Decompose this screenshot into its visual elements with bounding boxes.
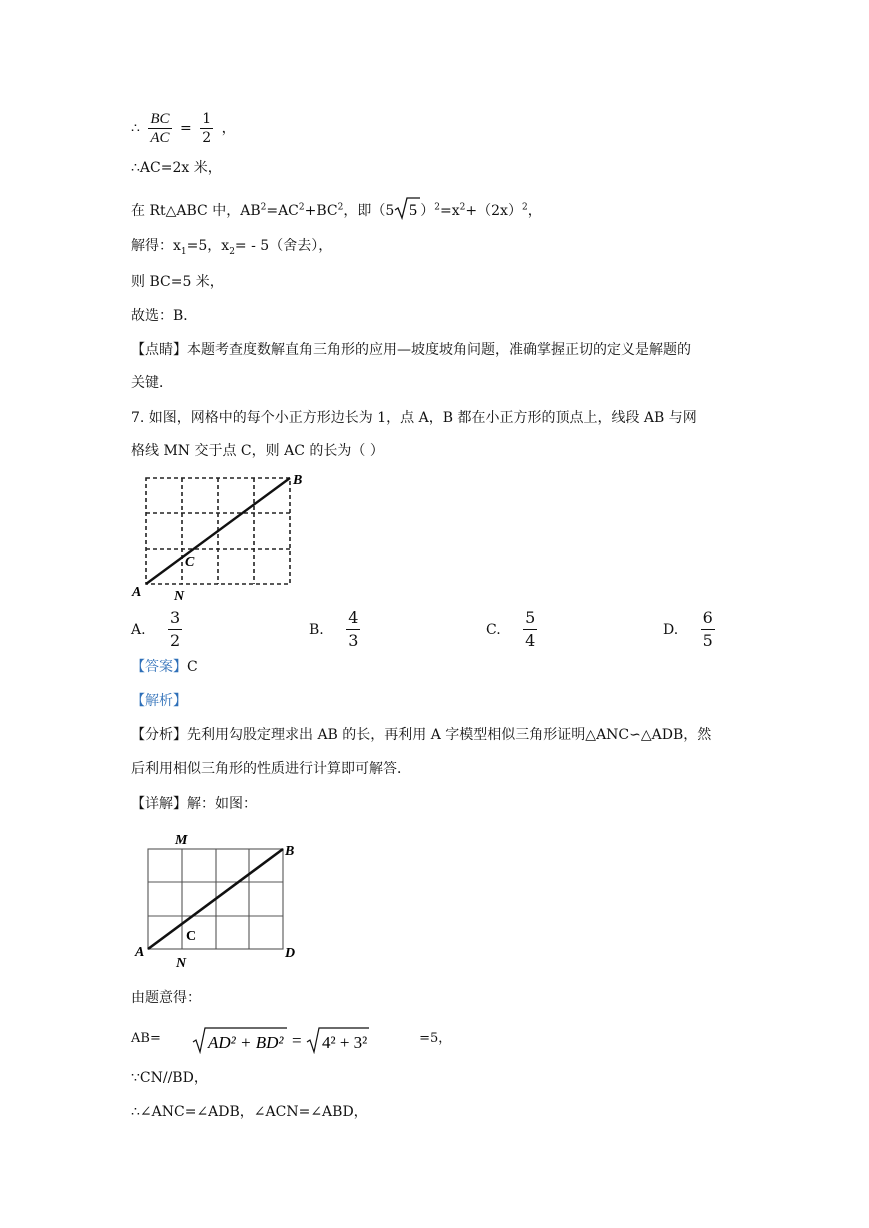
- analysis-text: 后利用相似三角形的性质进行计算即可解答．: [131, 761, 411, 777]
- solution-figure: [130, 828, 305, 970]
- text-line: 则 BC=5 米，: [131, 274, 224, 290]
- label-n: N: [176, 956, 187, 970]
- label-m: M: [175, 833, 188, 848]
- analysis-text: 【分析】先利用勾股定理求出 AB 的长，再利用 A 字模型相似三角形证明△ANC∽△ADB，然: [131, 727, 712, 743]
- equation-line: 在 Rt△ABC 中，$AB^2=AC^2+BC^2$，即（5 5 ）$^2=x^2+(2x)^2$，: [131, 196, 542, 226]
- ratio-line: ∴ $\frac{BC}{AC}$ = $\frac{1}{2}$ ，: [131, 111, 236, 146]
- solution-line: 解得：$x_1=5$，$x_2= - 5$（舍去），: [131, 238, 333, 257]
- ab-length-line: AB= AD² + BD² = 4² + 3² =5，: [131, 1024, 451, 1054]
- option-d[interactable]: D. $\frac{6}{5}$: [663, 608, 713, 650]
- option-a[interactable]: A. $\frac{3}{2}$: [131, 608, 181, 650]
- analysis-tag: 【解析】: [131, 693, 187, 709]
- label-b: B: [293, 473, 303, 488]
- answer-tag: 【答案】: [131, 659, 187, 675]
- question-figure: [128, 468, 328, 603]
- label-a: A: [132, 585, 142, 600]
- label-n: N: [174, 589, 185, 603]
- fraction-bc-ac: $\frac{BC}{AC}$: [150, 111, 170, 146]
- question-text: 7. 如图，网格中的每个小正方形边长为 1，点 A，B 都在小正方形的顶点上，线段 AB 与网: [131, 410, 697, 426]
- label-c: C: [185, 555, 195, 570]
- equals-sign: =: [291, 1031, 302, 1050]
- radicand-ad-bd: AD² + BD²: [207, 1033, 284, 1052]
- sqrt-symbol: [394, 196, 420, 226]
- option-c[interactable]: C. $\frac{5}{4}$: [486, 608, 536, 650]
- answer-value: C: [187, 659, 198, 675]
- radicand-numbers: 4² + 3²: [321, 1033, 368, 1052]
- label-a: A: [135, 945, 145, 960]
- label-b: B: [285, 844, 295, 859]
- comment-line: 关键．: [131, 375, 173, 391]
- label-c: C: [186, 929, 197, 944]
- fraction-one-half: $\frac{1}{2}$: [202, 111, 212, 146]
- label-d: D: [285, 946, 296, 961]
- ab-formula: [165, 1024, 415, 1054]
- text-line: ∴∠ANC=∠ADB，∠ACN=∠ABD，: [131, 1104, 368, 1120]
- sqrt-radicand: 5: [409, 202, 418, 219]
- answer-line: [131, 657, 198, 677]
- text-line: ∴AC=2x 米，: [131, 160, 222, 176]
- option-b[interactable]: B. $\frac{4}{3}$: [309, 608, 359, 650]
- question-text: 格线 MN 交于点 C，则 AC 的长为（ ）: [131, 443, 384, 459]
- comment-line: 【点睛】本题考查度数解直角三角形的应用—坡度坡角问题，准确掌握正切的定义是解题的: [131, 342, 691, 358]
- detail-line: 【详解】解：如图：: [131, 796, 257, 812]
- text-line: 故选：B．: [131, 308, 198, 324]
- text-line: ∵CN//BD，: [131, 1070, 208, 1086]
- text-line: 由题意得：: [131, 990, 201, 1006]
